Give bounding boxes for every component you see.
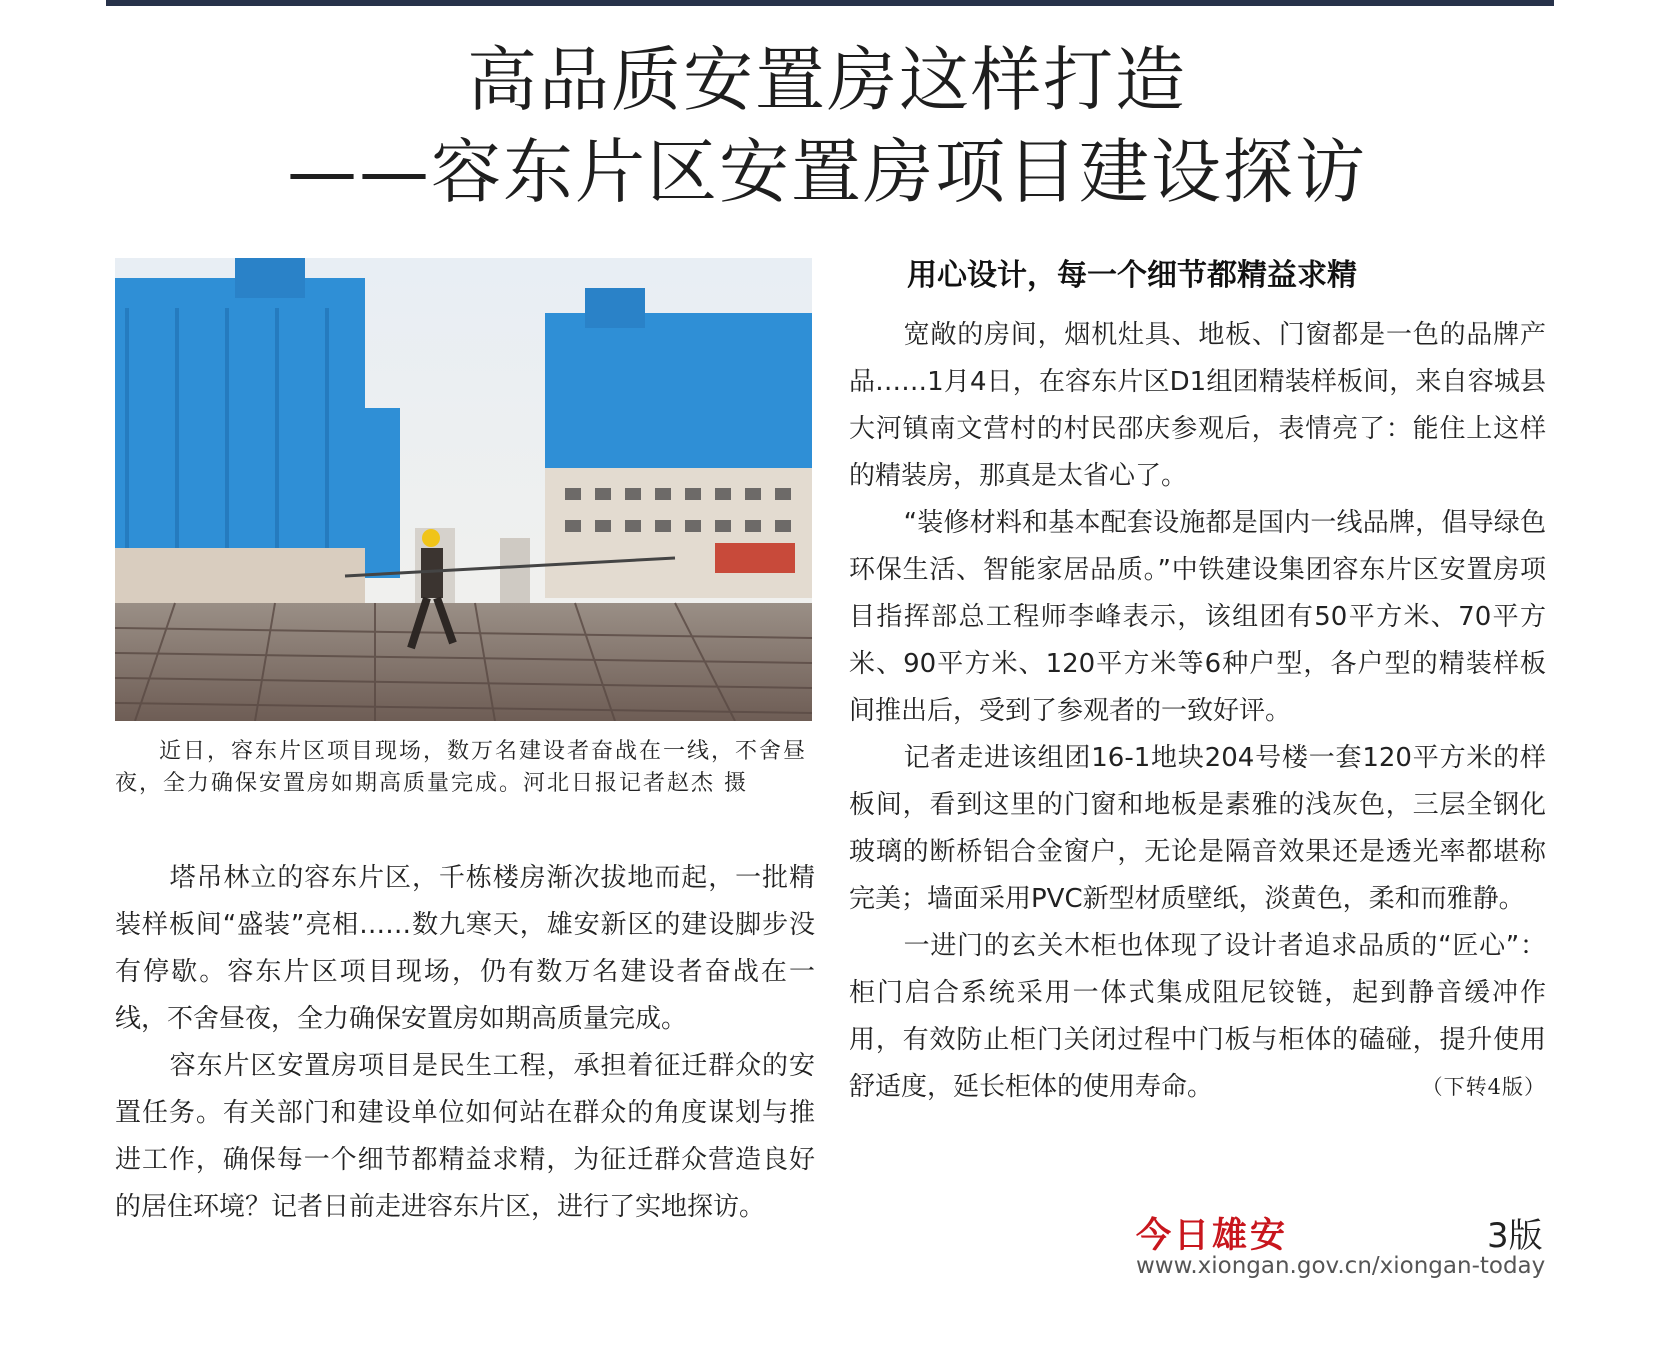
body-paragraph-last <box>849 923 1546 1111</box>
page-number: 3版 <box>1487 1216 1543 1256</box>
continued-note: （下转4版） <box>1421 1075 1546 1099</box>
body-paragraph-text: 一进门的玄关木柜也体现了设计者追求品质的“匠心”：柜门启合系统采用一体式集成阻尼铰链，起到静音缓冲作用，有效防止柜门关闭过程中门板与柜体的磕碰，提升使用舒适度，延长柜体的使用寿命。 <box>849 931 1546 1102</box>
top-rule <box>106 0 1554 6</box>
right-column <box>849 253 1546 1111</box>
headline-subtitle: ——容东片区安置房项目建设探访 <box>287 131 1367 213</box>
body-paragraph: 塔吊林立的容东片区，千栋楼房渐次拔地而起，一批精装样板间“盛装”亮相……数九寒天，雄安新区的建设脚步没有停歇。容东片区项目现场，仍有数万名建设者奋战在一线，不舍昼夜，全力确保安置房如期高质量完成。 <box>115 863 815 1034</box>
body-paragraph: 宽敞的房间，烟机灶具、地板、门窗都是一色的品牌产品……1月4日，在容东片区D1组团精装样板间，来自容城县大河镇南文营村的村民邵庆参观后，表情亮了：能住上这样的精装房，那真是太省心了。 <box>849 320 1546 491</box>
construction-photo <box>115 258 812 721</box>
body-paragraph: 容东片区安置房项目是民生工程，承担着征迁群众的安置任务。有关部门和建设单位如何站在群众的角度谋划与推进工作，确保每一个细节都精益求精，为征迁群众营造良好的居住环境？记者日前走进容东片区，进行了实地探访。 <box>115 1051 815 1222</box>
body-paragraph: 记者走进该组团16-1地块204号楼一套120平方米的样板间，看到这里的门窗和地板是素雅的浅灰色，三层全钢化玻璃的断桥铝合金窗户，无论是隔音效果还是透光率都堪称完美；墙面采用PVC新型材质壁纸，淡黄色，柔和而雅静。 <box>849 743 1546 914</box>
body-paragraph: “装修材料和基本配套设施都是国内一线品牌，倡导绿色环保生活、智能家居品质。”中铁建设集团容东片区安置房项目指挥部总工程师李峰表示，该组团有50平方米、70平方米、90平方米、120平方米等6种户型，各户型的精装样板间推出后，受到了参观者的一致好评。 <box>849 508 1546 726</box>
left-column <box>115 855 815 1231</box>
photo-caption: 近日，容东片区项目现场，数万名建设者奋战在一线，不舍昼夜，全力确保安置房如期高质量完成。河北日报记者赵杰 摄 <box>115 739 808 796</box>
publication-logo: 今日雄安 <box>1136 1215 1289 1256</box>
section-title: 用心设计，每一个细节都精益求精 <box>907 258 1357 293</box>
headline-main: 高品质安置房这样打造 <box>467 39 1187 121</box>
footer-url: www.xiongan.gov.cn/xiongan-today <box>1136 1253 1546 1279</box>
construction-site-illustration <box>115 258 812 721</box>
